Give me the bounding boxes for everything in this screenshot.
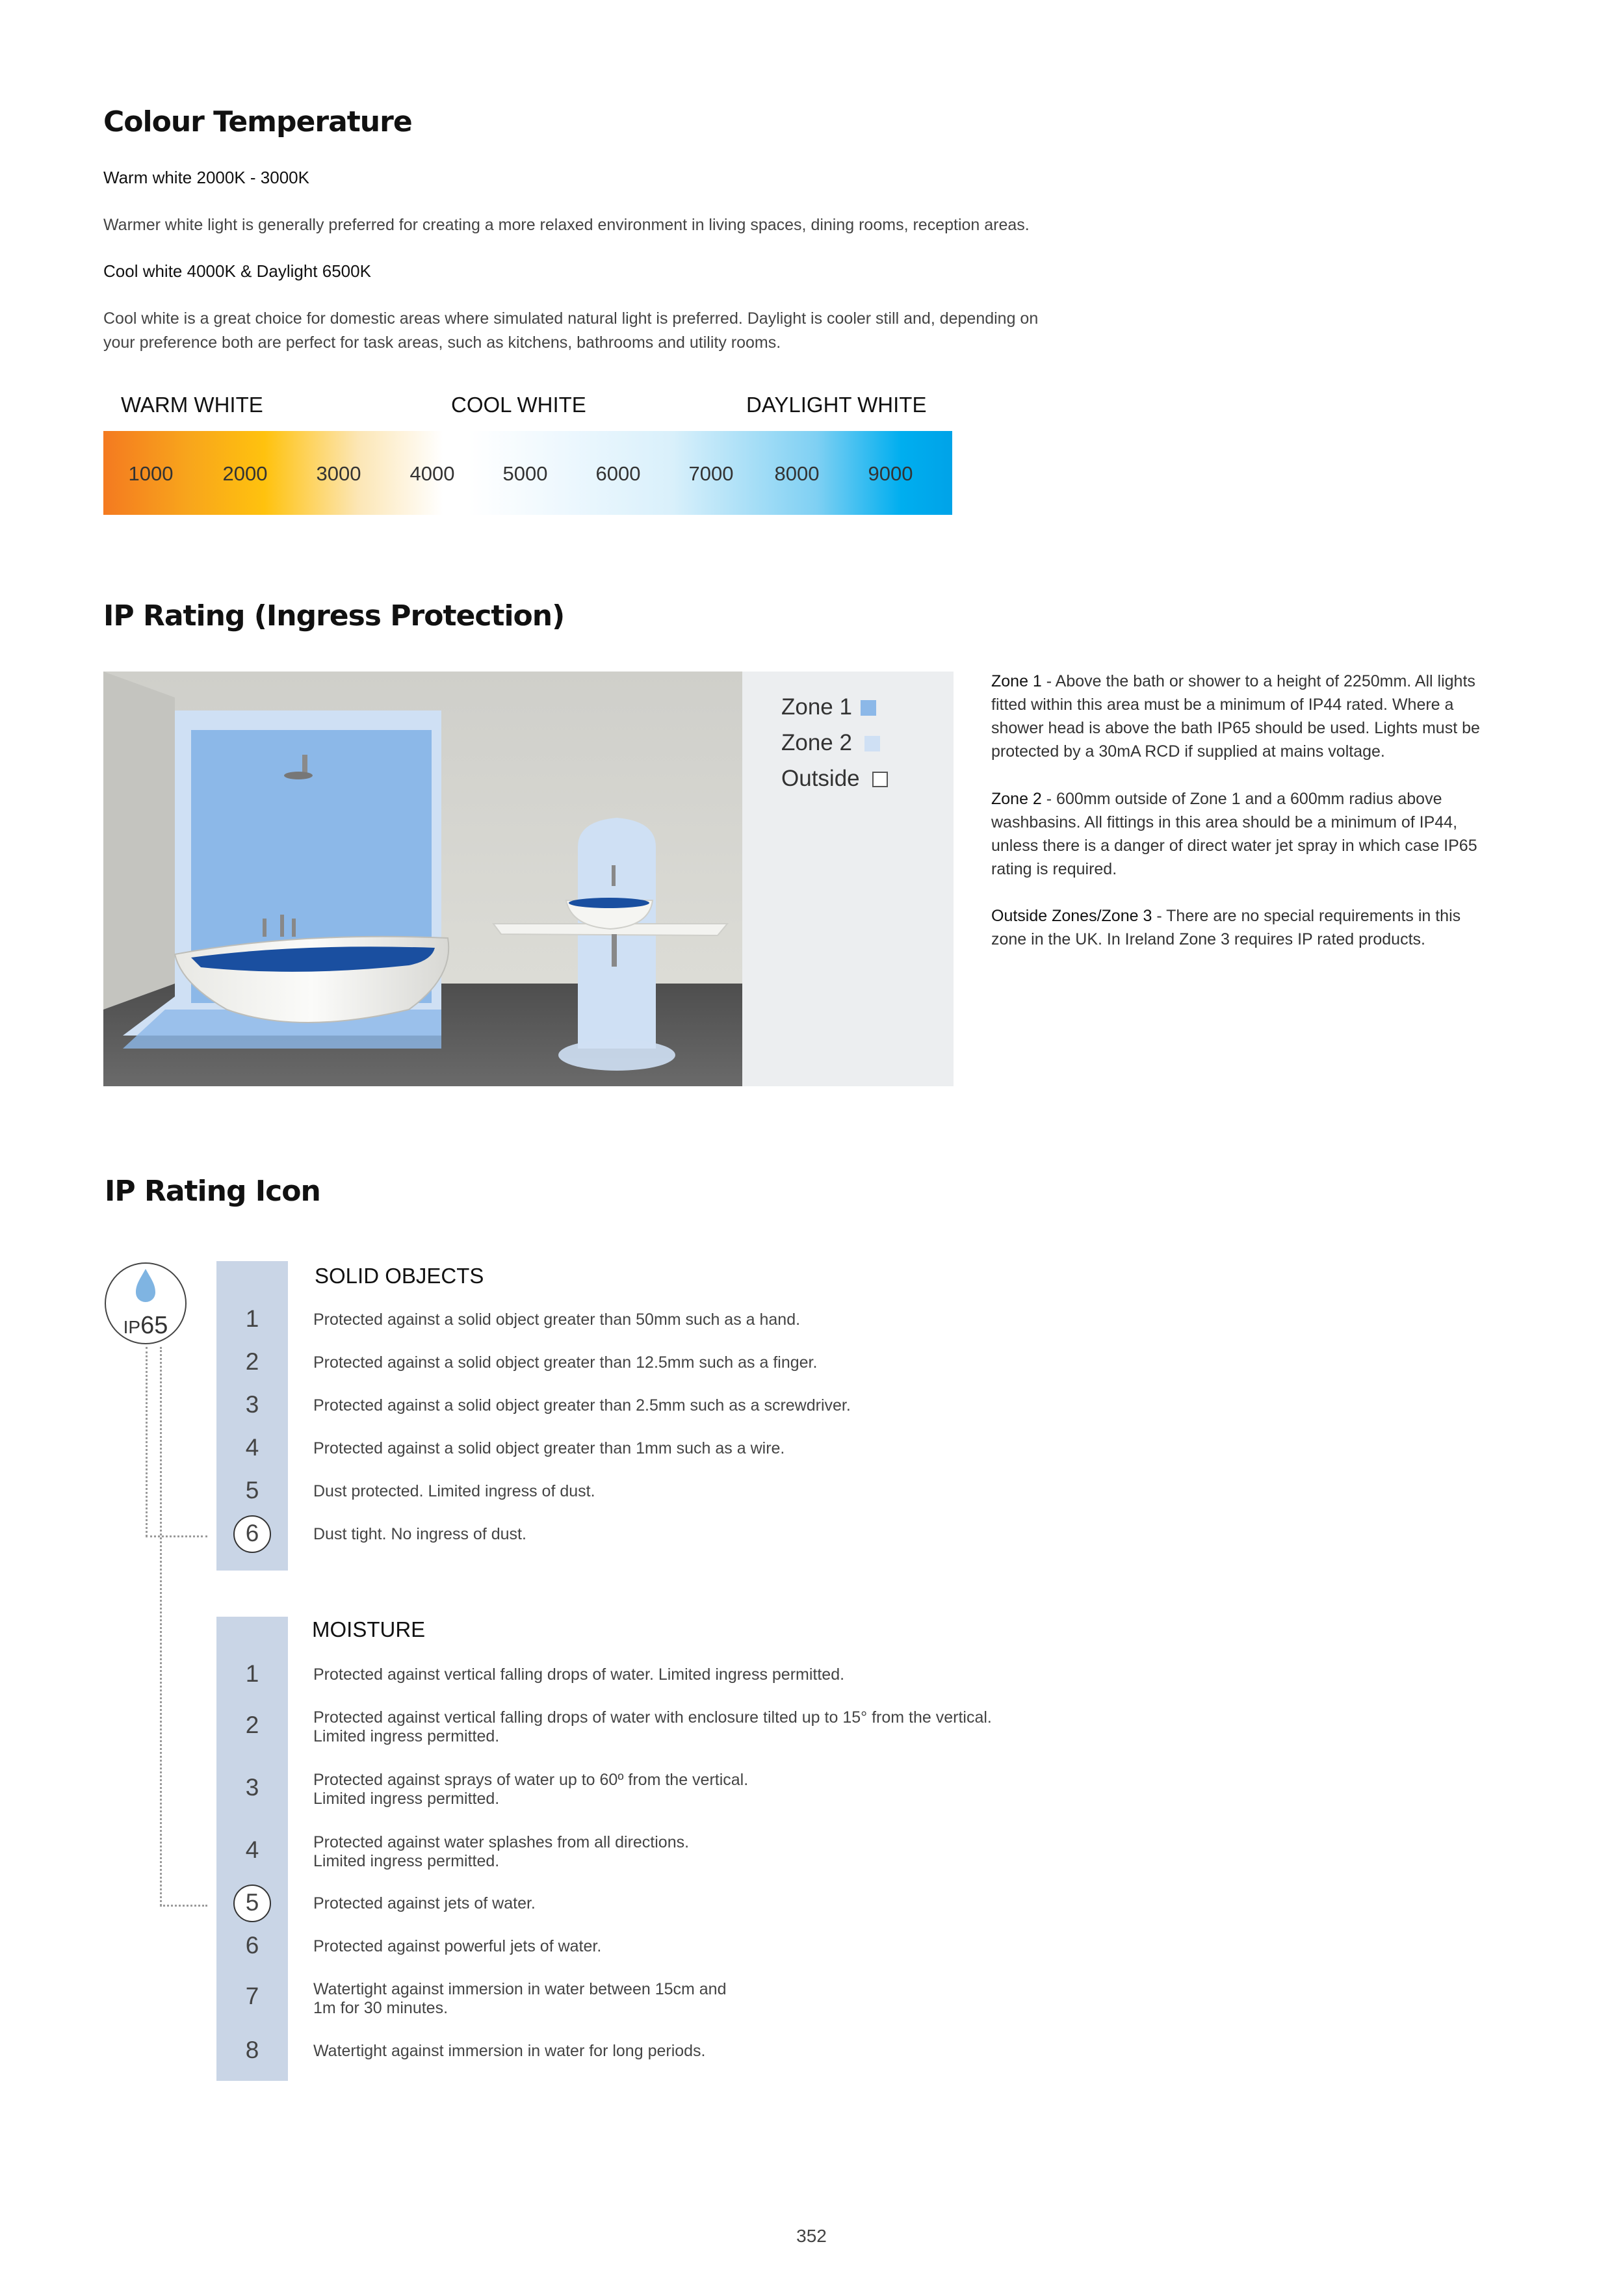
zone-2-swatch <box>864 736 880 751</box>
temp-tick: 3000 <box>316 462 361 485</box>
moisture-rating-description: Protected against powerful jets of water. <box>313 1937 602 1955</box>
temp-tick: 4000 <box>409 462 455 485</box>
outside-zones-line: zone in the UK. In Ireland Zone 3 requires IP rated products. <box>991 930 1425 948</box>
zone-2-line: unless there is a danger of direct water jet spray in which case IP65 <box>991 837 1477 855</box>
moisture-rating-number: 2 <box>245 1712 259 1738</box>
ip65-badge-text <box>103 1312 188 1340</box>
moisture-rating-number: 6 <box>245 1932 259 1959</box>
connector-solid-vertical <box>146 1347 148 1537</box>
warm-white-text: Warmer white light is generally preferred for creating a more relaxed environment in living spaces, dining rooms, reception areas. <box>103 216 1030 234</box>
moisture-rating-description: Protected against vertical falling drops of water. Limited ingress permitted. <box>313 1665 845 1684</box>
solid-rating-description: Protected against a solid object greater than 2.5mm such as a screwdriver. <box>313 1396 851 1415</box>
connector-solid-horizontal <box>146 1535 207 1537</box>
temp-tick: 1000 <box>128 462 174 485</box>
moisture-rating-description: Protected against jets of water. <box>313 1894 536 1912</box>
cool-white-label: COOL WHITE <box>451 393 586 417</box>
colour-temperature-title: Colour Temperature <box>103 105 412 138</box>
moisture-rating-description-line2: Limited ingress permitted. <box>313 1790 500 1808</box>
zone-1-line: shower head is above the bath IP65 should be used. Lights must be <box>991 719 1480 737</box>
moisture-rating-description: Protected against sprays of water up to 60º from the vertical. <box>313 1771 749 1789</box>
temp-tick: 7000 <box>688 462 734 485</box>
solid-rating-description: Dust protected. Limited ingress of dust. <box>313 1482 595 1500</box>
moisture-rating-description: Watertight against immersion in water for long periods. <box>313 2042 706 2060</box>
zone-1-name: Zone 1 <box>991 672 1042 690</box>
solid-rating-description: Dust tight. No ingress of dust. <box>313 1525 526 1543</box>
moisture-rating-number: 7 <box>245 1983 259 2009</box>
moisture-rating-number: 3 <box>245 1774 259 1801</box>
moisture-title: MOISTURE <box>312 1617 426 1641</box>
solid-rating-number: 5 <box>245 1477 259 1504</box>
zone-1-description <box>991 670 1511 763</box>
outside-zones-line: - There are no special requirements in this <box>1152 907 1461 925</box>
zone-1-line: - Above the bath or shower to a height of 2250mm. All lights <box>1041 672 1475 690</box>
solid-rating-number: 2 <box>245 1348 259 1375</box>
solid-rating-number: 4 <box>245 1434 259 1461</box>
cool-white-heading: Cool white 4000K & Daylight 6500K <box>103 261 371 281</box>
zone-2-description <box>991 787 1511 881</box>
moisture-rating-description: Protected against water splashes from all directions. <box>313 1833 690 1851</box>
moisture-rating-number: 4 <box>245 1836 259 1863</box>
zone-legend <box>742 672 954 1086</box>
ip-prefix: IP <box>123 1317 141 1337</box>
ip-rating-title: IP Rating (Ingress Protection) <box>103 599 565 633</box>
temp-tick: 5000 <box>502 462 548 485</box>
warm-white-heading: Warm white 2000K - 3000K <box>103 168 309 187</box>
warm-white-label: WARM WHITE <box>121 393 263 417</box>
solid-objects-title: SOLID OBJECTS <box>315 1264 484 1288</box>
moisture-rating-description: Protected against vertical falling drops of water with enclosure tilted up to 15° from the vertical. <box>313 1708 992 1727</box>
cool-white-text-line2: your preference both are perfect for task areas, such as kitchens, bathrooms and utility rooms. <box>103 333 781 352</box>
zone-1-swatch <box>861 700 876 716</box>
zone-1-line: protected by a 30mA RCD if supplied at mains voltage. <box>991 742 1385 761</box>
temp-tick: 6000 <box>595 462 641 485</box>
outside-zones-name: Outside Zones/Zone 3 <box>991 907 1152 925</box>
moisture-rating-number: 8 <box>245 2037 259 2063</box>
legend-zone-1-label: Zone 1 <box>781 694 852 720</box>
legend-zone-2-label: Zone 2 <box>781 730 852 755</box>
bathroom-zones-illustration <box>103 672 742 1086</box>
moisture-rating-description-line2: 1m for 30 minutes. <box>313 1999 448 2017</box>
solid-rating-number: 1 <box>245 1305 259 1332</box>
outside-swatch <box>872 772 888 787</box>
moisture-rating-description-line2: Limited ingress permitted. <box>313 1727 500 1745</box>
solid-rating-description: Protected against a solid object greater than 1mm such as a wire. <box>313 1439 785 1457</box>
connector-moisture-horizontal <box>160 1905 207 1907</box>
zone-2-name: Zone 2 <box>991 790 1042 808</box>
bathroom-illustration <box>103 672 742 1086</box>
connector-moisture-vertical <box>160 1347 162 1906</box>
moisture-rating-number-selected: 5 <box>245 1889 259 1916</box>
cool-white-text-line1: Cool white is a great choice for domestic areas where simulated natural light is preferred. Daylight is cooler still and, depending on <box>103 309 1039 328</box>
ip65-badge <box>103 1261 188 1346</box>
legend-outside-label: Outside <box>781 766 860 791</box>
page-number: 352 <box>796 2226 827 2246</box>
zone-2-line: - 600mm outside of Zone 1 and a 600mm radius above <box>1041 790 1442 808</box>
solid-rating-number: 3 <box>245 1391 259 1418</box>
moisture-rating-number: 1 <box>245 1660 259 1687</box>
moisture-rating-description: Watertight against immersion in water between 15cm and <box>313 1980 727 1998</box>
zone-2-line: rating is required. <box>991 860 1117 878</box>
temp-tick: 8000 <box>774 462 820 485</box>
moisture-rating-description-line2: Limited ingress permitted. <box>313 1852 500 1870</box>
zone-2-line: washbasins. All fittings in this area should be a minimum of IP44, <box>991 813 1458 831</box>
temp-tick: 2000 <box>222 462 268 485</box>
ip-rating-icon-title: IP Rating Icon <box>105 1175 320 1208</box>
ip-value: 65 <box>140 1312 168 1339</box>
solid-rating-description: Protected against a solid object greater than 12.5mm such as a finger. <box>313 1353 818 1372</box>
temp-tick: 9000 <box>868 462 913 485</box>
zone-1-line: fitted within this area must be a minimum of IP44 rated. Where a <box>991 696 1454 714</box>
solid-rating-description: Protected against a solid object greater than 50mm such as a hand. <box>313 1311 801 1329</box>
outside-zones-description <box>991 904 1511 951</box>
solid-rating-number-selected: 6 <box>245 1520 259 1546</box>
daylight-white-label: DAYLIGHT WHITE <box>746 393 927 417</box>
